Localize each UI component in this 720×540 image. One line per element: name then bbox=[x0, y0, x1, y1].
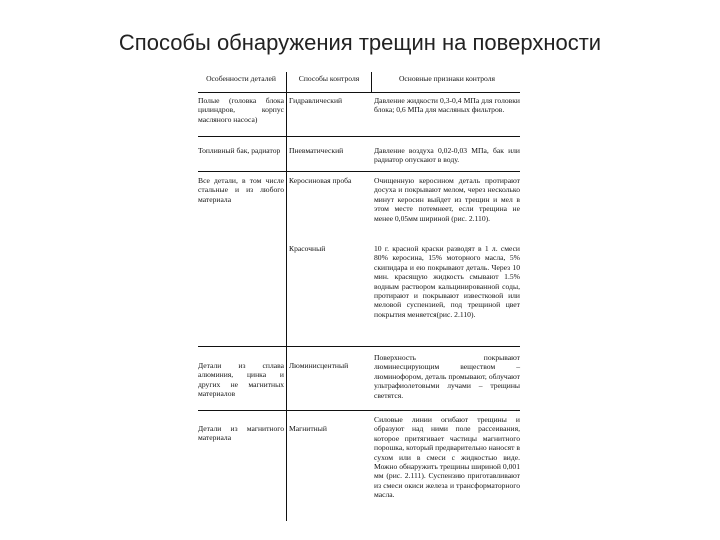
table-cell-method: Пневматический bbox=[289, 146, 344, 155]
table-cell-detail: Полые (головка блока цилиндров, корпус масляного насоса) bbox=[198, 96, 284, 124]
column-divider bbox=[371, 72, 372, 92]
table-cell-criteria: Очищенную керосином деталь протирают досуха и покрывают мелом, через несколько минут керосин выйдет из трещин и мел в этом месте потемнеет, если трещина не менее 0,05мм шириной (рис. 2.110). bbox=[374, 176, 520, 223]
table-cell-method: Красочный bbox=[289, 244, 326, 253]
table-header-cell: Способы контроля bbox=[298, 74, 360, 83]
row-divider bbox=[198, 92, 520, 93]
table-cell-method: Люминисцентный bbox=[289, 361, 349, 370]
column-divider bbox=[286, 72, 287, 521]
table-cell-method: Гидравлический bbox=[289, 96, 343, 105]
table-cell-detail: Топливный бак, радиатор bbox=[198, 146, 281, 155]
table-header-cell: Особенности деталей bbox=[206, 74, 276, 83]
table-cell-detail: Все детали, в том числе стальные и из любого материала bbox=[198, 176, 284, 204]
slide-title: Способы обнаружения трещин на поверхности bbox=[118, 30, 602, 55]
row-divider bbox=[198, 136, 520, 137]
crack-detection-table bbox=[198, 72, 520, 532]
table-cell-detail: Детали из магнитного материала bbox=[198, 424, 284, 443]
row-divider bbox=[198, 346, 520, 347]
table-cell-criteria: Поверхность покрывают люминесцирующим веществом – люминофором, деталь промывают, облучают ультрафиолетовыми лучами – трещины светятся. bbox=[374, 353, 520, 400]
table-cell-method: Керосиновая проба bbox=[289, 176, 352, 185]
table-cell-criteria: Давление жидкости 0,3-0,4 МПа для головки блока; 0,6 МПа для масляных фильтров. bbox=[374, 96, 520, 115]
table-cell-detail: Детали из сплава алюминия, цинка и других не магнитных материалов bbox=[198, 361, 284, 399]
row-divider bbox=[198, 410, 520, 411]
table-cell-criteria: 10 г. красной краски разводят в 1 л. смеси 80% керосина, 15% моторного масла, 5% скипидара и ею покрывают деталь. Через 10 мин. красящую жидкость смывают 1.5% водным раствором кальцинированной соды, протирают и покрывают известковой или меловой суспензией, под трещиной цвет покрытия меняется(рис. 2.110). bbox=[374, 244, 520, 319]
table-cell-method: Магнитный bbox=[289, 424, 327, 433]
table-header-cell: Основные признаки контроля bbox=[398, 74, 496, 83]
table-cell-criteria: Силовые линии огибают трещины и образуют над ними поле рассеивания, которое притягивает частицы магнитного порошка, который предварительно наносят в сухом или в смеси с жидкостью виде. Можно обнаружить трещины шириной 0,001 мм (рис. 2.111). Суспензию приготавливают из смеси окиси железа и трансформаторного масла. bbox=[374, 415, 520, 500]
table-cell-criteria: Давление воздуха 0,02-0,03 МПа, бак или радиатор опускают в воду. bbox=[374, 146, 520, 165]
row-divider bbox=[198, 171, 520, 172]
